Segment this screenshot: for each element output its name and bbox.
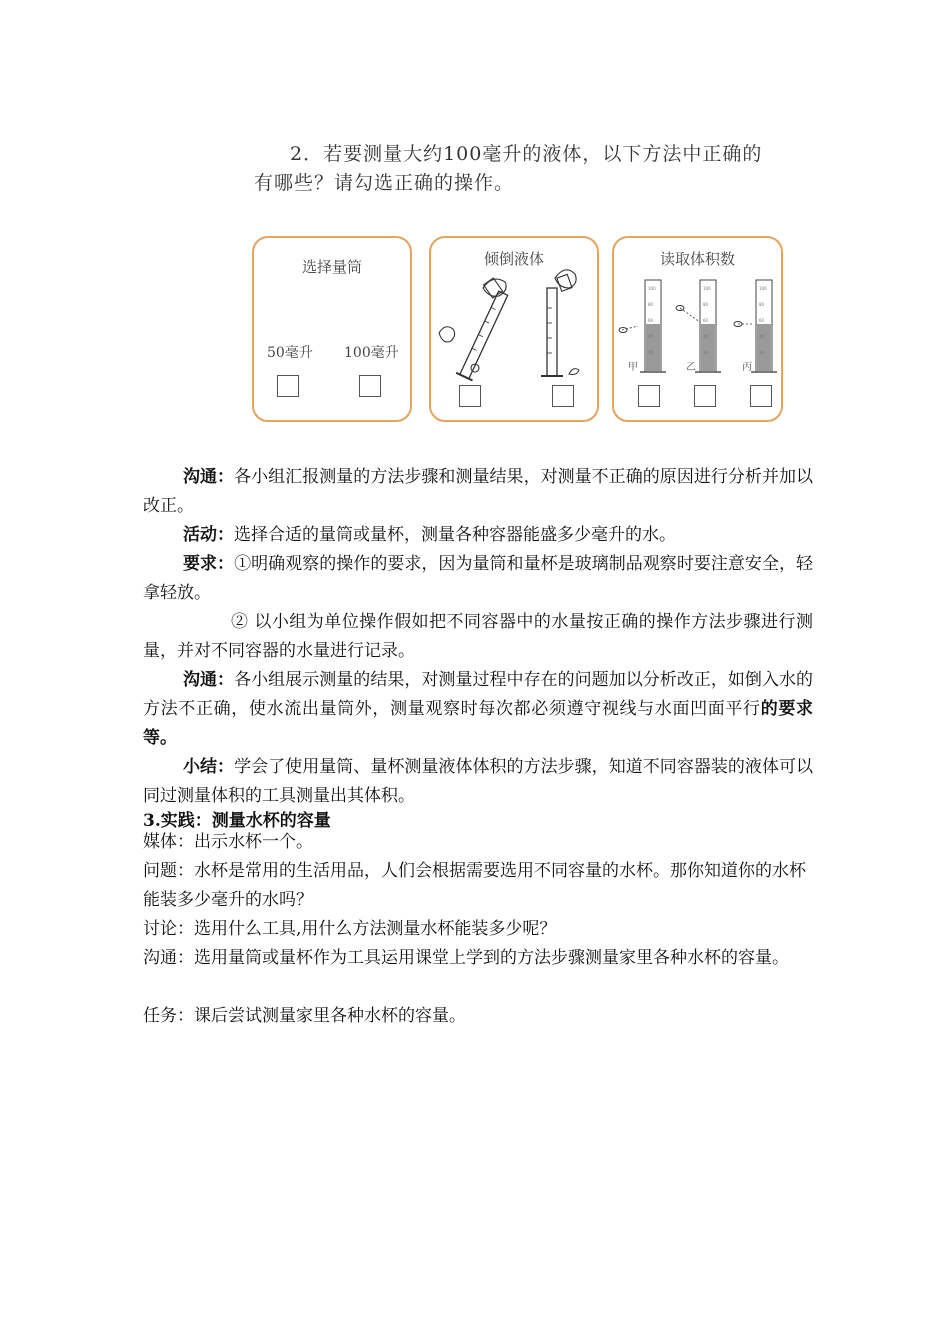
checkbox-read-b[interactable] — [694, 385, 716, 407]
text-requirement-2: ② 以小组为单位操作假如把不同容器中的水量按正确的操作方法步骤进行测量，并对不同容器的水量进行记录。 — [143, 612, 813, 661]
practice-discussion: 讨论：选用什么工具,用什么方法测量水杯能装多少呢？ — [143, 919, 557, 939]
panel-title-select: 选择量筒 — [301, 258, 362, 276]
paragraph-summary — [143, 753, 813, 811]
text-communication-1: 各小组汇报测量的方法步骤和测量结果，对测量不正确的原因进行分析并加以改正。 — [143, 467, 814, 516]
question-line-2: 有哪些？请勾选正确的操作。 — [254, 172, 515, 195]
svg-text:20: 20 — [648, 350, 654, 355]
svg-text:40: 40 — [703, 334, 709, 339]
text-activity: 选择合适的量筒或量杯，测量各种容器能盛多少毫升的水。 — [234, 525, 676, 545]
label-c: 丙 — [742, 362, 752, 373]
label-activity: 活动： — [183, 525, 234, 545]
practice-task: 任务：课后尝试测量家里各种水杯的容量。 — [143, 1006, 466, 1026]
svg-text:40: 40 — [759, 334, 765, 339]
paragraph-activity — [143, 521, 813, 550]
practice-media: 媒体：出示水杯一个。 — [143, 832, 313, 852]
panel-title-read: 读取体积数 — [659, 250, 735, 268]
option-50ml-label: 50毫升 — [267, 345, 313, 361]
checkbox-50ml[interactable] — [277, 375, 299, 397]
svg-text:60: 60 — [703, 318, 709, 323]
svg-text:80: 80 — [648, 302, 654, 307]
svg-text:100: 100 — [759, 286, 767, 291]
checkbox-100ml[interactable] — [359, 375, 381, 397]
text-communication-2: 各小组展示测量的结果，对测量过程中存在的问题加以分析改正，如倒入水的方法不正确，使水流出量筒外，测量观察时每次都必须遵守视线与水面凹面平行 — [143, 670, 814, 719]
text-requirement: ①明确观察的操作的要求，因为量筒和量杯是玻璃制品观察时要注意安全，轻拿轻放。 — [143, 554, 814, 603]
panel-read-volume — [612, 236, 783, 422]
svg-text:20: 20 — [703, 350, 709, 355]
label-b: 乙 — [686, 362, 696, 373]
svg-text:60: 60 — [759, 318, 765, 323]
checkbox-pour-tilted[interactable] — [459, 385, 481, 407]
panel-select-cylinder — [252, 236, 412, 422]
practice-communication: 沟通：选用量筒或量杯作为工具运用课堂上学到的方法步骤测量家里各种水杯的容量。 — [143, 948, 789, 968]
paragraph-requirement-2 — [143, 608, 813, 666]
label-requirement: 要求： — [183, 554, 235, 574]
cylinder-b-icon — [676, 280, 721, 372]
option-100ml-label: 100毫升 — [344, 345, 399, 361]
panel-title-pour: 倾倒液体 — [483, 250, 544, 268]
svg-text:20: 20 — [759, 350, 765, 355]
label-communication-1: 沟通： — [183, 467, 235, 487]
label-summary: 小结： — [183, 757, 235, 777]
svg-text:80: 80 — [759, 302, 765, 307]
cylinder-c-icon — [734, 280, 777, 372]
svg-text:40: 40 — [648, 334, 654, 339]
svg-text:60: 60 — [648, 318, 654, 323]
practice-heading: 3.实践：测量水杯的容量 — [143, 811, 331, 831]
hand-left-icon — [439, 327, 455, 342]
cylinder-a-icon — [619, 280, 666, 372]
checkbox-read-c[interactable] — [750, 385, 772, 407]
tilted-cylinder-icon — [456, 289, 511, 380]
svg-text:80: 80 — [703, 302, 709, 307]
upright-cylinder-icon — [541, 288, 563, 376]
text-summary: 学会了使用量筒、量杯测量液体体积的方法步骤，知道不同容器装的液体可以同过测量体积的工具测量出其体积。 — [143, 757, 814, 806]
svg-text:100: 100 — [648, 286, 656, 291]
paragraph-requirement — [143, 550, 813, 608]
checkbox-read-a[interactable] — [638, 385, 660, 407]
panel-pour-liquid — [429, 236, 599, 422]
question-title — [254, 140, 810, 199]
hand-pour-left-icon — [483, 279, 506, 296]
paragraph-communication-2 — [143, 666, 813, 753]
label-communication-2: 沟通： — [183, 670, 235, 690]
paragraph-communication-1 — [143, 463, 813, 521]
svg-text:100: 100 — [703, 286, 711, 291]
text-communication-2-tail: 的要求等。 — [143, 699, 814, 748]
checkbox-pour-upright[interactable] — [552, 385, 574, 407]
question-line-1: 2．若要测量大约100毫升的液体，以下方法中正确的 — [290, 143, 763, 165]
label-a: 甲 — [628, 362, 638, 373]
hand-pour-right-icon — [555, 270, 576, 288]
practice-question: 问题：水杯是常用的生活用品，人们会根据需要选用不同容量的水杯。那你知道你的水杯能装多少毫升的水吗？ — [143, 861, 806, 910]
